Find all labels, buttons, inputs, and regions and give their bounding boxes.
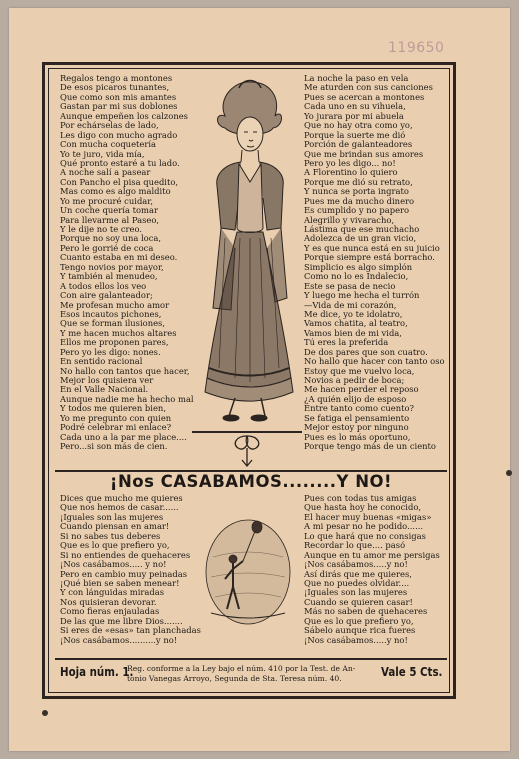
verse-line: ¡Iguales son las mujeres	[304, 587, 408, 598]
verse-line: Este se pasa de necio	[304, 280, 396, 291]
verse-line: ¡Nos casábamos..... y no!	[60, 559, 167, 570]
verse-line: De dos pares que son cuatro.	[304, 346, 428, 357]
woman-engraving	[195, 78, 301, 428]
registration-line-2: tonio Vanegas Arroyo, Segunda de Sta. Teresa núm. 40.	[127, 674, 342, 683]
verse-line: Con mucha coquetería	[60, 139, 157, 150]
verse-line: ¡Qué bien se saben menear!	[60, 577, 180, 588]
verse-line: Cuando piensan en amar!	[60, 521, 170, 532]
verse-line: Regalos tengo a montones	[60, 74, 173, 83]
verse-line: Novios a pedir de boca;	[304, 375, 405, 385]
verse-line: Pero yo les digo: nones.	[60, 346, 161, 357]
binding-hole	[506, 470, 512, 476]
verse-line: Si no sabes tus deberes	[60, 530, 161, 541]
verse-line: En el Valle Nacional.	[60, 384, 149, 395]
verse-line: Les digo con mucho agrado	[60, 129, 178, 140]
price: Vale 5 Cts.	[381, 664, 443, 679]
verse-line: Porque me dió su retrato,	[304, 176, 413, 187]
verses-bottom-right	[304, 494, 446, 645]
verse-line: Lástima que ese muchacho	[304, 224, 420, 234]
ornament-icon	[226, 434, 268, 468]
verse-line: ¿A quién elijo de esposo	[304, 393, 407, 404]
sheet-number: Hoja núm. 1.	[60, 664, 134, 679]
verse-line: Pero le gorrié de coca	[60, 242, 154, 253]
verse-line: Porque siempre está borracho.	[304, 252, 435, 263]
verse-line: Simplicio es algo simplón	[304, 261, 413, 272]
verse-line: Cuanto estaba en mi deseo.	[60, 252, 178, 263]
verse-line: De esos picaros tunantes,	[60, 82, 170, 93]
verse-line: Que es lo que prefiero yo,	[60, 540, 170, 551]
registration-text	[127, 664, 377, 684]
verse-line: Porque tengo más de un ciento	[304, 441, 436, 452]
verse-line: Tengo novios por mayor,	[60, 261, 164, 272]
vignette-engraving	[203, 517, 293, 627]
verse-line: De las que me libre Dios.......	[60, 615, 183, 626]
verse-line: A todos ellos los veo	[60, 280, 147, 291]
verse-line: Pues con todas tus amigas	[304, 494, 417, 503]
verse-line: Cuando se quieren casar!	[304, 596, 413, 607]
verse-line: Yo te juro, vida mía,	[60, 148, 145, 159]
verse-line: No hallo que hacer con tanto oso	[304, 356, 445, 367]
verse-line: Porque la suerte me dió	[304, 129, 406, 140]
verse-line: Aunque en tu amor me persigas	[304, 549, 440, 560]
verse-line: En sentido racional	[60, 356, 143, 367]
verse-line: Es cumplido y no papero	[304, 205, 410, 216]
verse-line: Con aire galanteador;	[60, 290, 153, 301]
verse-line: Y es que nunca está en su juicio	[304, 242, 440, 253]
verse-line: Pues es lo más oportuno,	[304, 431, 411, 442]
verse-line: Y luego me hecha el turrón	[304, 290, 420, 301]
verse-line: Si eres de «esas» tan planchadas	[60, 625, 201, 636]
verse-line: Alegrillo y vivaracho,	[304, 214, 395, 225]
verse-line: Y con lánguidas miradas	[60, 587, 165, 598]
verse-line: Pero en cambio muy peinadas	[60, 568, 188, 579]
verses-top-right	[304, 74, 446, 452]
verse-line: Que me brindan sus amores	[304, 148, 424, 159]
verse-line: Cada uno a la par me place....	[60, 431, 187, 442]
verse-line: Yo me pregunto con quien	[60, 412, 172, 423]
verse-line: Me aturden con sus canciones	[304, 82, 433, 93]
verse-line: ¡Nos casábamos.....y no!	[304, 559, 408, 570]
verse-line: ¡Iguales son las mujeres	[60, 511, 164, 522]
verses-bottom-left	[60, 494, 202, 645]
verse-line: Mejor estoy por ninguno	[304, 422, 409, 433]
verse-line: Esos incautos pichones,	[60, 308, 162, 319]
verse-line: Y todos me quieren bien,	[60, 403, 166, 414]
verse-line: Recordar lo que.... pasó	[304, 540, 406, 551]
catalog-number: 119650	[388, 40, 445, 56]
verse-line: Que no puedes olvidar....	[304, 577, 410, 588]
verse-line: Estoy que me vuelvo loca,	[304, 365, 415, 376]
binding-hole	[42, 710, 48, 716]
verse-line: Vamos bien de mi vida,	[304, 327, 402, 338]
verse-line: Nos quisieran devorar.	[60, 596, 157, 607]
verse-line: Dices que mucho me quieres	[60, 494, 183, 503]
verse-line: Vamos chatita, al teatro,	[304, 318, 408, 329]
verse-line: Mas como es algo maldito	[60, 186, 171, 197]
verse-line: Que como son mis amantes	[60, 91, 177, 102]
footer-rule	[55, 658, 447, 660]
verse-line: Aunque nadie me ha hecho mal	[60, 393, 194, 404]
verse-line: Yo jurara por mi abuela	[304, 110, 404, 121]
registration-line-1: Reg. conforme a la Ley bajo el núm. 410 por la Test. de An-	[127, 664, 356, 673]
verse-line: Aunque empeñen los calzones	[60, 110, 188, 121]
verse-line: Cada uno en su vihuela,	[304, 101, 406, 112]
verse-line: Y le dije no te creo.	[60, 224, 143, 234]
verse-line: Y también al menudeo,	[60, 271, 158, 282]
verse-line: Me profesan mucho amor	[60, 299, 170, 310]
verses-top-left	[60, 74, 202, 452]
verse-line: El hacer muy buenas «migas»	[304, 511, 432, 522]
verse-line: Tú eres la preferida	[304, 337, 389, 348]
verse-line: Un coche quería tomar	[60, 205, 158, 216]
verse-line: Que es lo que prefiero yo,	[304, 615, 414, 626]
verse-line: A Florentino lo quiero	[304, 167, 398, 178]
verse-line: Pues se acercan a montones	[304, 91, 425, 102]
verse-line: Que no hay otra como yo,	[304, 120, 413, 131]
verse-line: Pero...si son más de cien.	[60, 441, 168, 452]
verse-line: Porque no soy una loca,	[60, 233, 162, 244]
verse-line: Yo me procuré cuidar,	[60, 195, 154, 206]
verse-line: ¡Nos casábamos..........y no!	[60, 634, 178, 645]
verse-line: Y me hacen muchos altares	[60, 327, 177, 338]
verse-line: A mi pesar no he podido......	[304, 521, 424, 532]
verse-line: Porción de galanteadores	[304, 139, 413, 150]
verse-line: Y nunca se porta ingrato	[304, 186, 409, 197]
verse-line: Entre tanto como cuento?	[304, 403, 415, 414]
verse-line: Sábelo aunque rica fueres	[304, 625, 416, 636]
verse-line: Mejor los quisiera ver	[60, 375, 154, 385]
verse-line: Pues me da mucho dinero	[304, 195, 415, 206]
verse-line: Para llevarme al Paseo,	[60, 214, 160, 225]
verse-line: Que nos hemos de casar......	[60, 502, 179, 513]
verse-line: Lo que hará que no consigas	[304, 530, 426, 541]
verse-line: Pero yo les digo... no!	[304, 157, 396, 168]
verse-line: Ellos me proponen pares,	[60, 337, 169, 348]
verse-line: Gastan par mi sus doblones	[60, 101, 178, 112]
verse-line: Con Pancho el pisa quedito,	[60, 176, 179, 187]
verse-line: ¡Nos casábamos.....y no!	[304, 634, 408, 645]
page-title: ¡Nos CASABAMOS........Y NO!	[109, 472, 393, 491]
verse-line: Qué pronto estaré a tu lado.	[60, 157, 180, 168]
verse-line: Podré celebrar mi enlace?	[60, 422, 172, 433]
verse-line: —Vida de mi corazón,	[304, 299, 397, 310]
verse-line: Si no entiendes de quehaceres	[60, 549, 191, 560]
verse-line: Que hasta hoy he conocido,	[304, 502, 422, 513]
verse-line: A noche salí a pasear	[60, 167, 151, 178]
verse-line: Me hacen perder el reposo	[304, 384, 419, 395]
verse-line: Más no saben de quehaceres	[304, 606, 428, 617]
verse-line: Como no lo es Indalecio,	[304, 271, 409, 282]
verse-line: Así dirás que me quieres,	[304, 568, 412, 579]
verse-line: La noche la paso en vela	[304, 74, 409, 83]
verse-line: Por echárselas de lado,	[60, 120, 159, 131]
verse-line: Adolezca de un gran vicio,	[304, 233, 417, 244]
verse-line: No hallo con tantos que hacer,	[60, 365, 190, 376]
ornament-rule	[192, 431, 302, 433]
verse-line: Se fatiga el pensamiento	[304, 412, 410, 423]
verse-line: Me dice, yo te idolatro,	[304, 308, 403, 319]
verse-line: Que se forman ilusiones,	[60, 318, 166, 329]
verse-line: Como fieras enjauladas	[60, 606, 160, 617]
